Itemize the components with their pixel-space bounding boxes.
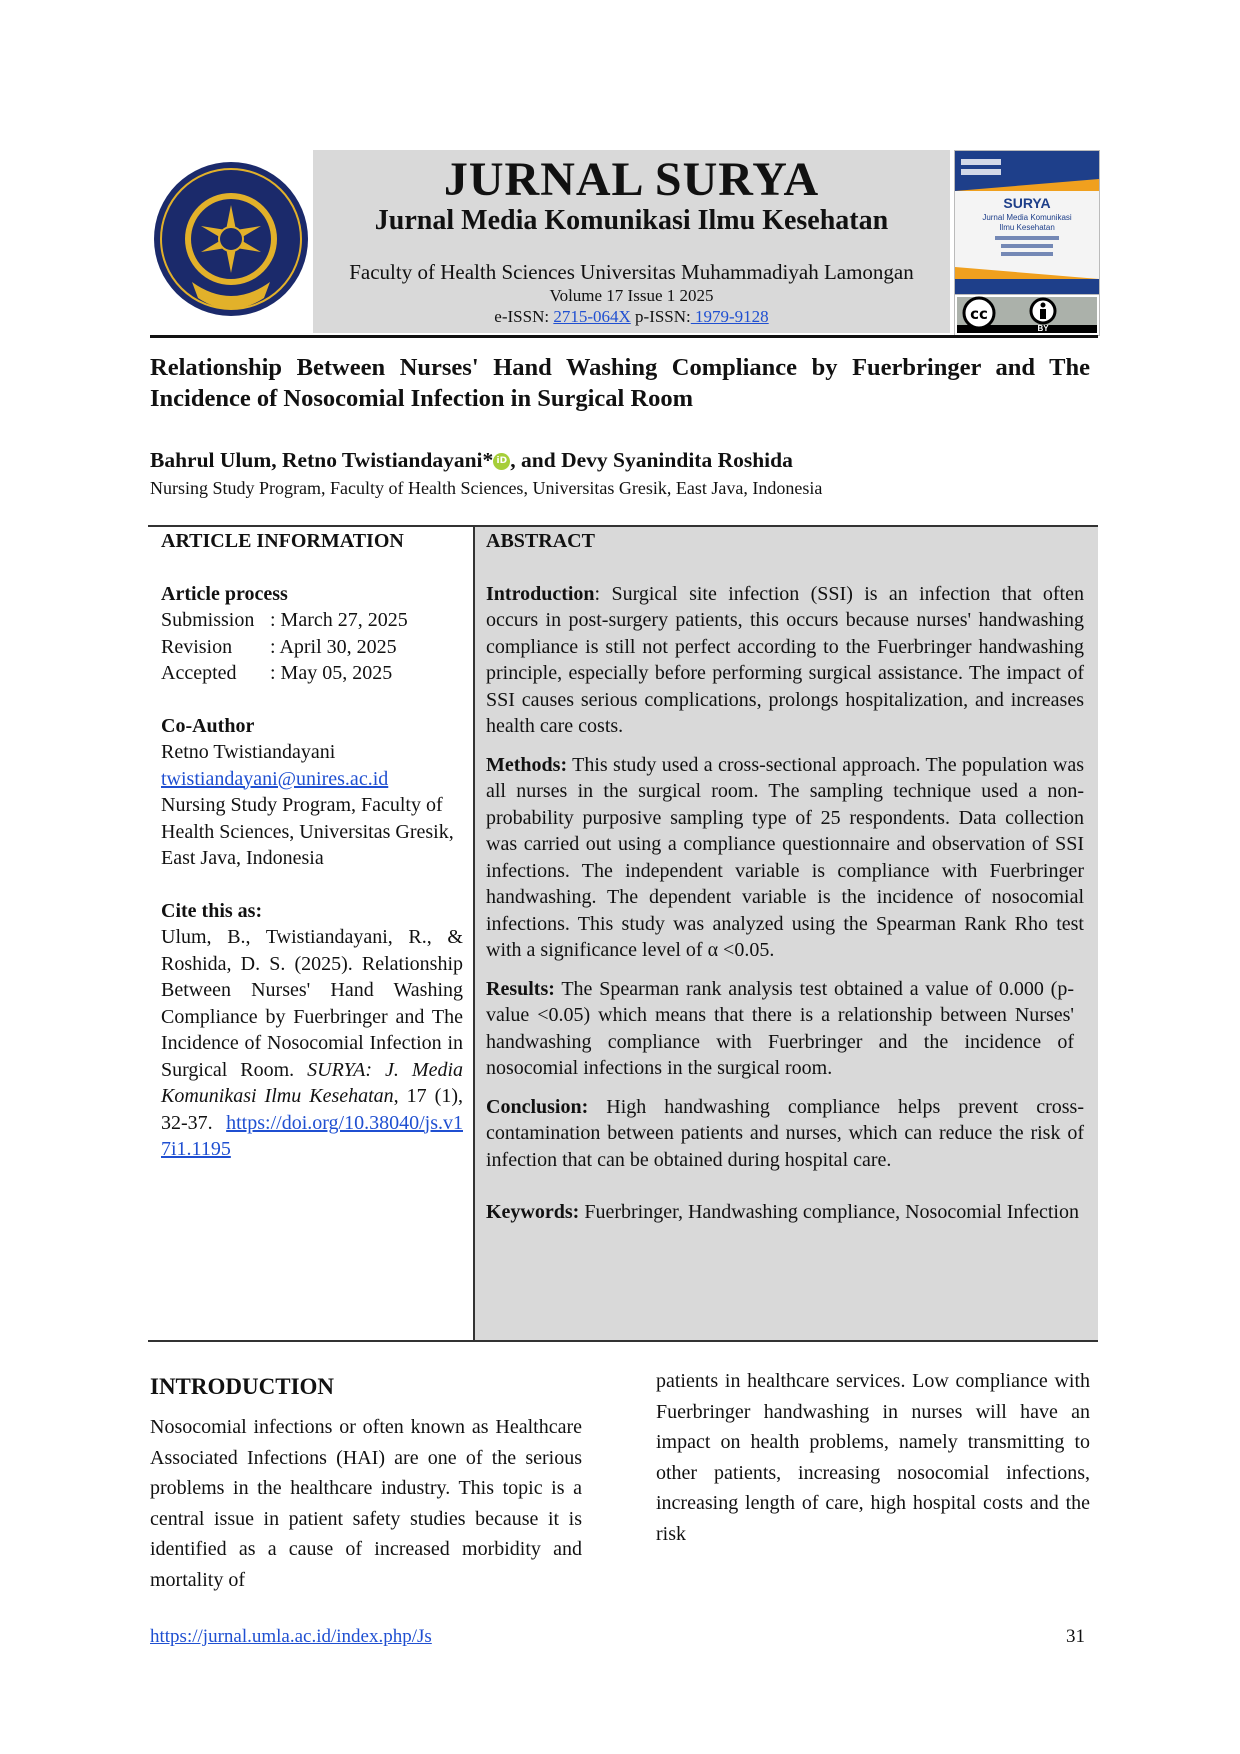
process-label: Submission [161,609,255,631]
keywords-text: Fuerbringer, Handwashing compliance, Nosocomial Infection [579,1201,1079,1223]
header-divider [150,335,1098,338]
footer-journal-link[interactable]: https://jurnal.umla.ac.id/index.php/Js [150,1626,432,1647]
page-number: 31 [1066,1626,1085,1647]
coauthor-name: Retno Twistiandayani [161,741,336,763]
abstract-methods-label: Methods: [486,753,568,776]
table-column-divider [473,527,475,1340]
eissn-link[interactable]: 2715-064X [553,307,631,326]
citation-volume: , 17 (1), 32-37. [161,1085,463,1134]
abstract-conclusion-label: Conclusion: [486,1095,589,1118]
article-process-heading: Article process [161,582,288,605]
cover-title: SURYA [1003,195,1051,211]
journal-title: JURNAL SURYA [443,153,820,206]
abstract-introduction-text: : Surgical site infection (SSI) is an infection that often occurs in post-surgery patients, this occurs because nurses' handwashing compliance is still not perfect according to the Fuerbringer handwashing principle, especially before performing surgical assistance. The impact of SSI causes serious complications, prolongs hospitalization, and increases health care costs. [486,582,1084,737]
coauthor-affiliation: Nursing Study Program, Faculty of Health Sciences, Universitas Gresik, East Java, Indonesia [161,794,454,869]
abstract-introduction [486,581,1084,740]
coauthor-email-link[interactable]: twistiandayani@unires.ac.id [161,767,389,790]
process-row [161,660,463,687]
keywords [486,1199,1084,1226]
process-value: : March 27, 2025 [270,609,408,631]
introduction-column-left: Nosocomial infections or often known as Healthcare Associated Infections (HAI) are one of the serious problems in the healthcare industry. This topic is a central issue in patient safety studies because it is identified as a cause of increased morbidity and mortality of [150,1416,582,1591]
abstract-methods [486,752,1084,964]
pissn-link[interactable]: 1979-9128 [690,307,769,326]
pissn-label: p-ISSN: [630,307,691,326]
journal-faculty: Faculty of Health Sciences Universitas Muhammadiyah Lamongan [349,260,914,284]
article-title: Relationship Between Nurses' Hand Washing Compliance by Fuerbringer and The Incidence of Nosocomial Infection in Surgical Room [150,354,1090,412]
abstract-conclusion-text: High handwashing compliance helps prevent cross-contamination between patients and nurses, which can reduce the risk of infection that can be obtained during hospital care. [486,1095,1084,1171]
abstract-results-text: The Spearman rank analysis test obtained a value of 0.000 (p-value <0.05) which means that there is a relationship between Nurses' handwashing compliance with Fuerbringer and the incidence of nosocomial infections in the surgical room. [486,977,1074,1079]
keywords-label: Keywords: [486,1201,580,1223]
abstract-results-label: Results: [486,977,555,1000]
authors-first: Bahrul Ulum, Retno Twistiandayani* [150,448,494,472]
abstract-column [486,528,1084,1226]
eissn-label: e-ISSN: [494,307,554,326]
cc-by-label: BY [1037,324,1049,333]
author-list [150,446,1090,474]
journal-cover-thumbnail [954,150,1100,295]
introduction-column-right: patients in healthcare services. Low compliance with Fuerbringer handwashing in nurses will have an impact on health problems, namely transmitting to other patients, increasing nosocomial infections, increasing length of care, high hospital costs and the risk [656,1370,1090,1545]
citation [161,924,463,1163]
svg-text:cc: cc [970,305,988,323]
table-bottom-rule [148,1340,1098,1342]
citation-text: Ulum, B., Twistiandayani, R., & Roshida, D. S. (2025). Relationship Between Nurses' Hand Washing Compliance by Fuerbringer and The Incidence of Nosocomial Infection in Surgical Room. [161,926,463,1081]
author-affiliation: Nursing Study Program, Faculty of Health Sciences, Universitas Gresik, East Java, Indonesia [150,478,823,498]
cc-by-license-icon[interactable] [954,294,1100,336]
journal-volume: Volume 17 Issue 1 2025 [549,286,714,305]
coauthor-heading: Co-Author [161,714,255,737]
orcid-icon[interactable]: iD [493,453,510,470]
process-value: : April 30, 2025 [270,635,397,658]
abstract-heading: ABSTRACT [486,530,595,552]
table-top-rule [148,525,1098,527]
process-label: Accepted [161,662,237,684]
introduction-heading: INTRODUCTION [150,1374,335,1399]
citation-journal: SURYA: J. Media Komunikasi Ilmu Kesehatan [161,1058,463,1107]
cover-subtitle: Jurnal Media Komunikasi Ilmu Kesehatan [982,213,1072,232]
abstract-results [486,976,1084,1082]
abstract-introduction-label: Introduction [486,582,595,605]
doi-link[interactable]: https://doi.org/10.38040/js.v17i1.1195 [161,1111,463,1160]
process-row [161,607,463,634]
process-label: Revision [161,635,233,658]
process-value: : May 05, 2025 [270,662,393,684]
article-information-column [161,528,463,1163]
journal-issn [313,306,950,328]
cite-heading: Cite this as: [161,899,263,922]
authors-rest: , and Devy Syanindita Roshida [510,448,793,472]
process-row [161,634,463,661]
abstract-conclusion [486,1094,1084,1174]
university-logo [152,160,310,318]
journal-subtitle: Jurnal Media Komunikasi Ilmu Kesehatan [374,205,889,236]
abstract-methods-text: This study used a cross-sectional approach. The population was all nurses in the surgical room. The sampling technique used a non-probability purposive sampling type of 25 respondents. Data collection was carried out using a compliance questionnaire and observation of SSI infections. The independent variable is compliance with Fuerbringer handwashing. The dependent variable is the incidence of nosocomial infections. This study was analyzed using the Spearman Rank Rho test with a significance level of α <0.05. [486,753,1084,961]
article-information-heading: ARTICLE INFORMATION [161,530,404,552]
